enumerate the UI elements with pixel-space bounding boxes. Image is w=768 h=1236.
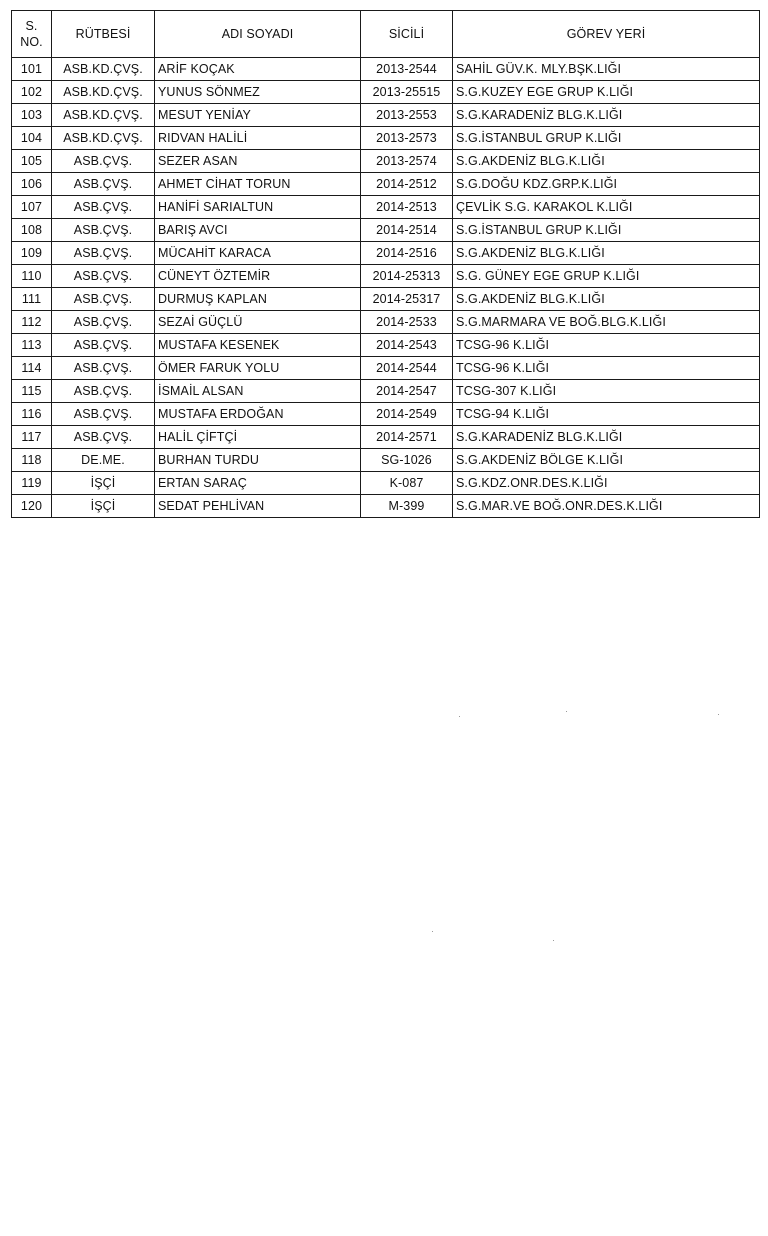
table-row	[12, 219, 760, 242]
scan-speck	[566, 711, 567, 712]
cell-name: BARIŞ AVCI	[155, 219, 361, 242]
cell-registry: 2014-2549	[361, 403, 453, 426]
cell-name: ÖMER FARUK YOLU	[155, 357, 361, 380]
cell-name: SEZAİ GÜÇLÜ	[155, 311, 361, 334]
scan-speck	[553, 940, 554, 941]
cell-registry: 2014-2512	[361, 173, 453, 196]
cell-registry: K-087	[361, 472, 453, 495]
header-name: ADI SOYADI	[155, 11, 361, 58]
cell-registry: 2013-2574	[361, 150, 453, 173]
cell-post: S.G.MARMARA VE BOĞ.BLG.K.LIĞI	[453, 311, 760, 334]
cell-registry: 2014-25317	[361, 288, 453, 311]
cell-registry: 2014-2544	[361, 357, 453, 380]
table-row	[12, 449, 760, 472]
table-body	[12, 58, 760, 518]
table-row	[12, 242, 760, 265]
cell-registry: 2014-2513	[361, 196, 453, 219]
table-row	[12, 403, 760, 426]
cell-serial-no: 120	[12, 495, 52, 518]
cell-post: ÇEVLİK S.G. KARAKOL K.LIĞI	[453, 196, 760, 219]
cell-rank: ASB.KD.ÇVŞ.	[52, 127, 155, 150]
table-header	[12, 11, 760, 58]
cell-serial-no: 117	[12, 426, 52, 449]
cell-name: İSMAİL ALSAN	[155, 380, 361, 403]
cell-registry: 2013-2544	[361, 58, 453, 81]
cell-registry: 2014-2571	[361, 426, 453, 449]
table-row	[12, 288, 760, 311]
cell-serial-no: 109	[12, 242, 52, 265]
cell-post: S.G.KDZ.ONR.DES.K.LIĞI	[453, 472, 760, 495]
table-row	[12, 334, 760, 357]
header-serial-no	[12, 11, 52, 58]
cell-name: AHMET CİHAT TORUN	[155, 173, 361, 196]
cell-post: S.G.AKDENİZ BLG.K.LIĞI	[453, 242, 760, 265]
cell-rank: İŞÇİ	[52, 472, 155, 495]
scan-speck	[432, 931, 433, 932]
cell-post: TCSG-96 K.LIĞI	[453, 357, 760, 380]
cell-post: S.G.KARADENİZ BLG.K.LIĞI	[453, 104, 760, 127]
cell-registry: SG-1026	[361, 449, 453, 472]
cell-name: HANİFİ SARIALTUN	[155, 196, 361, 219]
cell-rank: ASB.KD.ÇVŞ.	[52, 81, 155, 104]
cell-serial-no: 112	[12, 311, 52, 334]
cell-post: S.G.KUZEY EGE GRUP K.LIĞI	[453, 81, 760, 104]
cell-serial-no: 102	[12, 81, 52, 104]
cell-rank: ASB.ÇVŞ.	[52, 196, 155, 219]
table-row	[12, 472, 760, 495]
table-row	[12, 311, 760, 334]
cell-serial-no: 116	[12, 403, 52, 426]
cell-serial-no: 108	[12, 219, 52, 242]
cell-rank: ASB.ÇVŞ.	[52, 311, 155, 334]
cell-name: SEZER ASAN	[155, 150, 361, 173]
cell-rank: DE.ME.	[52, 449, 155, 472]
cell-rank: ASB.ÇVŞ.	[52, 334, 155, 357]
cell-name: HALİL ÇİFTÇİ	[155, 426, 361, 449]
cell-post: S.G. GÜNEY EGE GRUP K.LIĞI	[453, 265, 760, 288]
table-row	[12, 81, 760, 104]
cell-rank: ASB.KD.ÇVŞ.	[52, 104, 155, 127]
cell-serial-no: 114	[12, 357, 52, 380]
cell-name: ARİF KOÇAK	[155, 58, 361, 81]
cell-serial-no: 111	[12, 288, 52, 311]
cell-name: YUNUS SÖNMEZ	[155, 81, 361, 104]
cell-name: MUSTAFA KESENEK	[155, 334, 361, 357]
cell-rank: ASB.ÇVŞ.	[52, 242, 155, 265]
header-registry: SİCİLİ	[361, 11, 453, 58]
cell-rank: İŞÇİ	[52, 495, 155, 518]
cell-registry: 2014-2543	[361, 334, 453, 357]
cell-rank: ASB.ÇVŞ.	[52, 150, 155, 173]
cell-serial-no: 101	[12, 58, 52, 81]
cell-registry: 2013-25515	[361, 81, 453, 104]
cell-post: TCSG-96 K.LIĞI	[453, 334, 760, 357]
cell-post: S.G.İSTANBUL GRUP K.LIĞI	[453, 127, 760, 150]
cell-serial-no: 110	[12, 265, 52, 288]
header-rank: RÜTBESİ	[52, 11, 155, 58]
cell-name: BURHAN TURDU	[155, 449, 361, 472]
cell-name: ERTAN SARAÇ	[155, 472, 361, 495]
cell-rank: ASB.ÇVŞ.	[52, 265, 155, 288]
cell-rank: ASB.ÇVŞ.	[52, 357, 155, 380]
cell-post: S.G.AKDENİZ BLG.K.LIĞI	[453, 150, 760, 173]
cell-registry: 2014-2533	[361, 311, 453, 334]
cell-post: S.G.MAR.VE BOĞ.ONR.DES.K.LIĞI	[453, 495, 760, 518]
cell-serial-no: 106	[12, 173, 52, 196]
table-row	[12, 495, 760, 518]
personnel-table	[11, 10, 760, 518]
cell-name: MESUT YENİAY	[155, 104, 361, 127]
cell-name: MUSTAFA ERDOĞAN	[155, 403, 361, 426]
cell-name: CÜNEYT ÖZTEMİR	[155, 265, 361, 288]
table-row	[12, 104, 760, 127]
cell-serial-no: 118	[12, 449, 52, 472]
cell-serial-no: 103	[12, 104, 52, 127]
cell-rank: ASB.ÇVŞ.	[52, 288, 155, 311]
cell-registry: 2013-2553	[361, 104, 453, 127]
cell-serial-no: 107	[12, 196, 52, 219]
table-row	[12, 265, 760, 288]
cell-name: SEDAT PEHLİVAN	[155, 495, 361, 518]
cell-serial-no: 105	[12, 150, 52, 173]
cell-post: S.G.AKDENİZ BLG.K.LIĞI	[453, 288, 760, 311]
table-row	[12, 357, 760, 380]
table-row	[12, 58, 760, 81]
cell-name: MÜCAHİT KARACA	[155, 242, 361, 265]
cell-serial-no: 115	[12, 380, 52, 403]
scan-speck	[459, 716, 460, 717]
cell-rank: ASB.ÇVŞ.	[52, 426, 155, 449]
cell-registry: 2014-25313	[361, 265, 453, 288]
cell-rank: ASB.ÇVŞ.	[52, 403, 155, 426]
table-row	[12, 426, 760, 449]
cell-post: TCSG-94 K.LIĞI	[453, 403, 760, 426]
cell-registry: 2014-2516	[361, 242, 453, 265]
table-row	[12, 127, 760, 150]
cell-serial-no: 113	[12, 334, 52, 357]
cell-rank: ASB.KD.ÇVŞ.	[52, 58, 155, 81]
header-post: GÖREV YERİ	[453, 11, 760, 58]
cell-post: TCSG-307 K.LIĞI	[453, 380, 760, 403]
cell-rank: ASB.ÇVŞ.	[52, 219, 155, 242]
cell-post: S.G.DOĞU KDZ.GRP.K.LIĞI	[453, 173, 760, 196]
cell-rank: ASB.ÇVŞ.	[52, 380, 155, 403]
cell-post: S.G.AKDENİZ BÖLGE K.LIĞI	[453, 449, 760, 472]
table-row	[12, 150, 760, 173]
cell-serial-no: 119	[12, 472, 52, 495]
cell-registry: 2014-2547	[361, 380, 453, 403]
scan-speck	[718, 714, 719, 715]
cell-post: S.G.İSTANBUL GRUP K.LIĞI	[453, 219, 760, 242]
cell-name: DURMUŞ KAPLAN	[155, 288, 361, 311]
header-serial-no-line2: NO.	[20, 35, 43, 49]
cell-post: SAHİL GÜV.K. MLY.BŞK.LIĞI	[453, 58, 760, 81]
table-row	[12, 196, 760, 219]
cell-post: S.G.KARADENİZ BLG.K.LIĞI	[453, 426, 760, 449]
cell-registry: 2013-2573	[361, 127, 453, 150]
table-row	[12, 173, 760, 196]
header-serial-no-line1: S.	[25, 19, 38, 33]
cell-rank: ASB.ÇVŞ.	[52, 173, 155, 196]
cell-name: RIDVAN HALİLİ	[155, 127, 361, 150]
table-row	[12, 380, 760, 403]
header-row	[12, 11, 760, 58]
cell-registry: 2014-2514	[361, 219, 453, 242]
cell-registry: M-399	[361, 495, 453, 518]
cell-serial-no: 104	[12, 127, 52, 150]
